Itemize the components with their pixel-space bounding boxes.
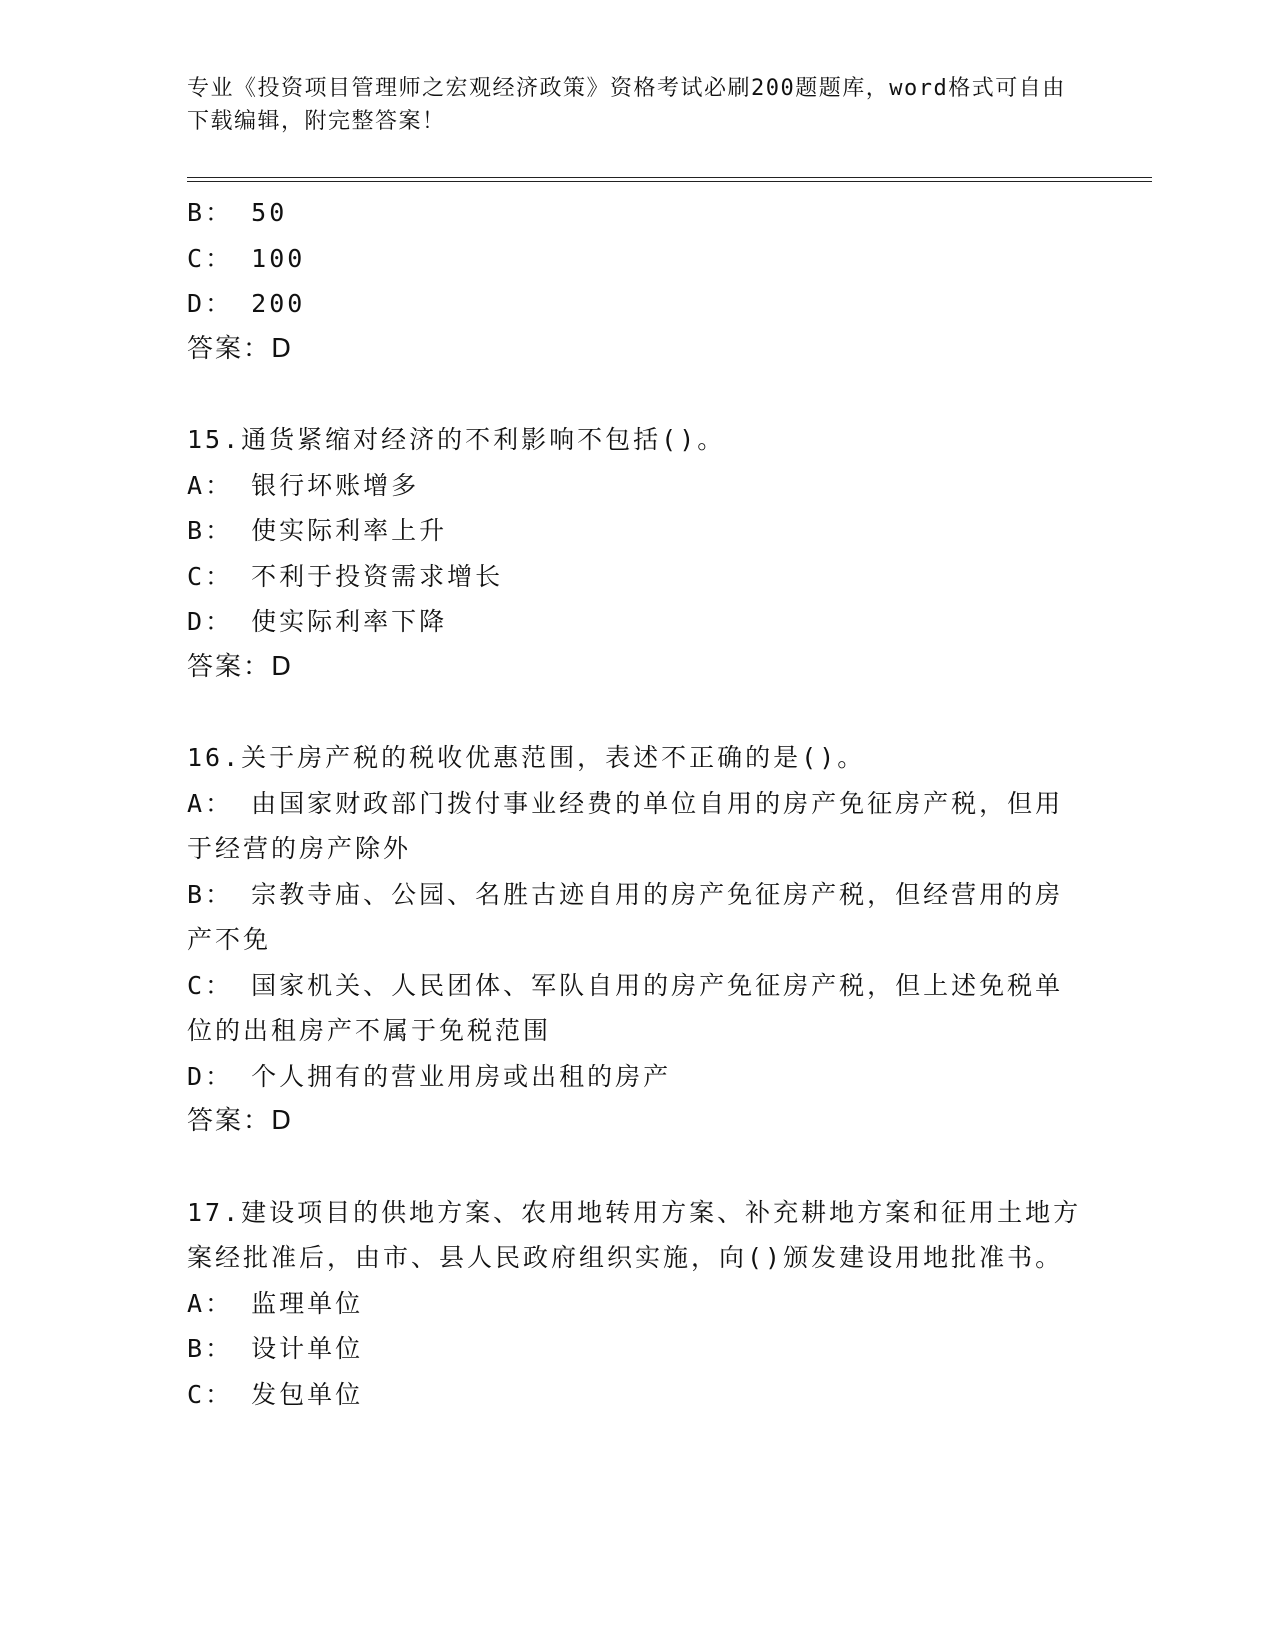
question-title: 15.通货紧缩对经济的不利影响不包括()。 — [187, 425, 726, 454]
document-body — [187, 190, 1087, 1417]
option-a: A： 监理单位 — [187, 1288, 364, 1318]
option-a: A： 银行坏账增多 — [187, 470, 420, 500]
option-b: B： 50 — [187, 198, 288, 227]
question-17 — [187, 1190, 1087, 1418]
option-b: B： 宗教寺庙、公园、名胜古迹自用的房产免征房产税，但经营用的房产不免 — [187, 879, 1064, 954]
option-c: C： 不利于投资需求增长 — [187, 561, 504, 591]
question-14 — [187, 190, 1087, 372]
option-d: D： 个人拥有的营业用房或出租的房产 — [187, 1061, 672, 1091]
question-title: 16.关于房产税的税收优惠范围，表述不正确的是()。 — [187, 743, 866, 772]
header-double-rule — [187, 177, 1152, 182]
question-15 — [187, 417, 1087, 690]
question-title: 17.建设项目的供地方案、农用地转用方案、补充耕地方案和征用土地方案经批准后，由市、县人民政府组织实施，向()颁发建设用地批准书。 — [187, 1197, 1082, 1272]
option-d: D： 200 — [187, 289, 306, 318]
question-16 — [187, 735, 1087, 1145]
option-b: B： 设计单位 — [187, 1334, 364, 1363]
document-header: 专业《投资项目管理师之宏观经济政策》资格考试必刷200题题库，word格式可自由下载编辑，附完整答案！ — [187, 76, 1066, 134]
option-b: B： 使实际利率上升 — [187, 516, 448, 545]
option-d: D： 使实际利率下降 — [187, 607, 448, 636]
option-a: A： 由国家财政部门拨付事业经费的单位自用的房产免征房产税，但用于经营的房产除外 — [187, 788, 1064, 863]
answer-line: 答案：D — [187, 333, 294, 364]
answer-line: 答案：D — [187, 1106, 294, 1136]
answer-line: 答案：D — [187, 651, 294, 682]
option-c: C： 发包单位 — [187, 1379, 364, 1409]
option-c: C： 国家机关、人民团体、军队自用的房产免征房产税，但上述免税单位的出租房产不属于免税范围 — [187, 970, 1064, 1045]
option-c: C： 100 — [187, 243, 306, 273]
